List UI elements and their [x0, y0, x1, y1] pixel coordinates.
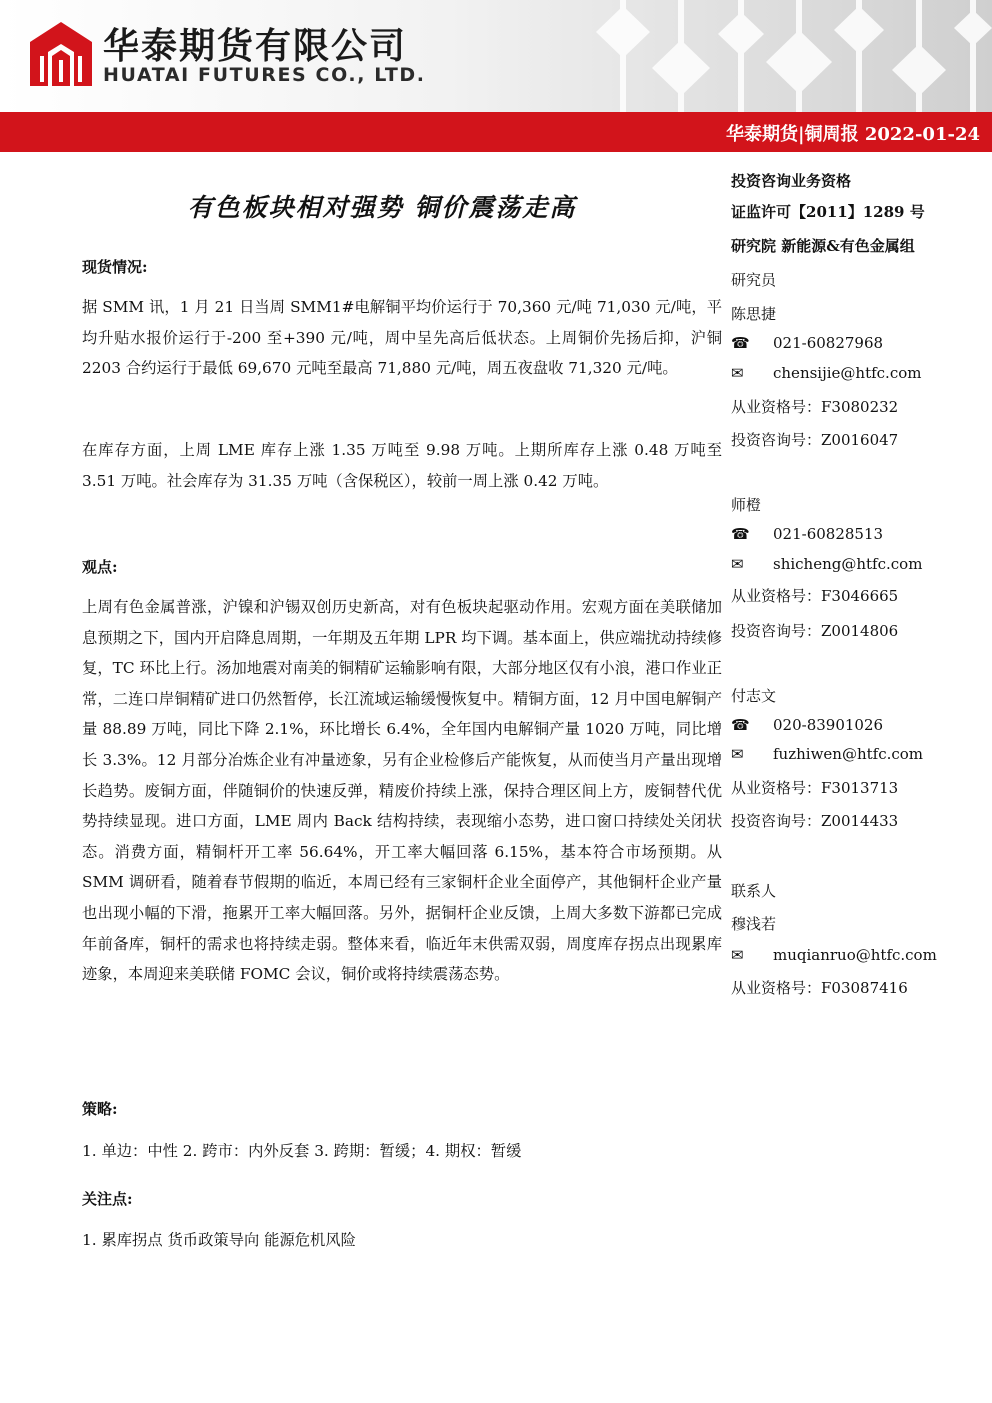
phone-row	[731, 525, 883, 543]
email-address[interactable]: fuzhiwen@htfc.com	[773, 745, 924, 763]
header-decoration	[560, 0, 992, 112]
researcher-name: 师橙	[731, 496, 762, 514]
spot-paragraph-1: 据 SMM 讯，1 月 21 日当周 SMM1#电解铜平均价运行于 70,360 元/吨 71,030 元/吨，平均升贴水报价运行于-200 至+390 元/吨，周中呈先高后低状态。上周铜价先扬后抑，沪铜 2203 合约运行于最低 69,670 元吨至最高 71,880 元/吨，周五夜盘收 71,320 元/吨。	[82, 298, 722, 378]
email-row	[731, 364, 921, 382]
email-icon: ✉	[731, 364, 744, 382]
phone-number: 021-60828513	[773, 525, 884, 543]
report-tag: 华泰期货|铜周报 2022-01-24	[726, 124, 980, 145]
qualification-line-2: 证监许可【2011】1289 号	[731, 203, 925, 221]
email-row	[731, 745, 923, 763]
strategy-paragraph: 1. 单边：中性 2. 跨市：内外反套 3. 跨期：暂缓；4. 期权：暂缓	[82, 1142, 522, 1160]
phone-icon: ☎	[731, 525, 750, 543]
phone-row	[731, 716, 883, 734]
report-banner	[0, 112, 992, 152]
email-icon: ✉	[731, 745, 744, 763]
email-icon: ✉	[731, 946, 744, 964]
department: 研究院 新能源&有色金属组	[731, 237, 915, 255]
company-name-en: HUATAI FUTURES CO., LTD.	[103, 64, 426, 86]
license-number: 从业资格号：F3080232	[731, 398, 899, 416]
contact-name: 穆浅若	[731, 915, 777, 933]
email-address[interactable]: shicheng@htfc.com	[773, 555, 923, 573]
view-paragraph: 上周有色金属普涨，沪镍和沪锡双创历史新高，对有色板块起驱动作用。宏观方面在美联储加息预期之下，国内开启降息周期，一年期及五年期 LPR 均下调。基本面上，供应端扰动持续修复，TC 环比上行。汤加地震对南美的铜精矿运输影响有限，大部分地区仅有小浪，港口作业正常，二连口岸铜精矿进口仍然暂停，长江流域运输缓慢恢复中。精铜方面，12 月中国电解铜产量 88.89 万吨，同比下降 2.1%，环比增长 6.4%，全年国内电解铜产量 1020 万吨，同比增长 3.3%。12 月部分冶炼企业有冲量迹象，另有企业检修后产能恢复，从而使当月产量出现增长趋势。废铜方面，伴随铜价的快速反弹，精废价持续上涨，保持合理区间上方，废铜替代优势持续显现。进口方面，LME 周内 Back 结构持续，表现缩小态势，进口窗口持续处关闭状态。消费方面，精铜杆开工率 56.64%，开工率大幅回落 6.15%，基本符合市场预期。从 SMM 调研看，随着春节假期的临近，本周已经有三家铜杆企业全面停产，其他铜杆企业产量也出现小幅的下滑，拖累开工率大幅回落。另外，据铜杆企业反馈，上周大多数下游都已完成年前备库，铜杆的需求也将持续走弱。整体来看，临近年末供需双弱，周度库存拐点出现累库迹象，本周迎来美联储 FOMC 会议，铜价或将持续震荡态势。	[82, 598, 722, 984]
company-name-cn: 华泰期货有限公司	[103, 26, 408, 67]
email-icon: ✉	[731, 555, 744, 573]
company-logo	[30, 22, 92, 86]
phone-icon: ☎	[731, 716, 750, 734]
researcher-name: 付志文	[731, 687, 777, 705]
email-row	[731, 555, 922, 573]
email-row	[731, 946, 937, 964]
section-heading-view: 观点:	[82, 558, 118, 576]
qualification-line-1: 投资咨询业务资格	[731, 172, 852, 190]
email-address[interactable]: chensijie@htfc.com	[773, 364, 922, 382]
section-heading-spot: 现货情况:	[82, 258, 148, 276]
phone-row	[731, 334, 883, 352]
license-number: 从业资格号：F03087416	[731, 979, 908, 997]
researcher-label: 研究员	[731, 271, 777, 289]
spot-paragraph-2: 在库存方面，上周 LME 库存上涨 1.35 万吨至 9.98 万吨。上期所库存上涨 0.48 万吨至 3.51 万吨。社会库存为 31.35 万吨（含保税区），较前一周上涨 0.42 万吨。	[82, 441, 722, 490]
license-number: 从业资格号：F3046665	[731, 587, 899, 605]
phone-number: 020-83901026	[773, 716, 884, 734]
section-heading-focus: 关注点:	[82, 1190, 133, 1208]
focus-paragraph: 1. 累库拐点 货币政策导向 能源危机风险	[82, 1231, 356, 1249]
header-band	[0, 0, 992, 112]
advisory-number: 投资咨询号：Z0016047	[731, 431, 899, 449]
section-heading-strategy: 策略:	[82, 1100, 118, 1118]
report-title: 有色板块相对强势 铜价震荡走高	[187, 193, 577, 222]
license-number: 从业资格号：F3013713	[731, 779, 899, 797]
contact-label: 联系人	[731, 882, 777, 900]
email-address[interactable]: muqianruo@htfc.com	[773, 946, 937, 964]
researcher-name: 陈思捷	[731, 305, 777, 323]
advisory-number: 投资咨询号：Z0014433	[731, 812, 899, 830]
phone-number: 021-60827968	[773, 334, 884, 352]
advisory-number: 投资咨询号：Z0014806	[731, 622, 899, 640]
phone-icon: ☎	[731, 334, 750, 352]
